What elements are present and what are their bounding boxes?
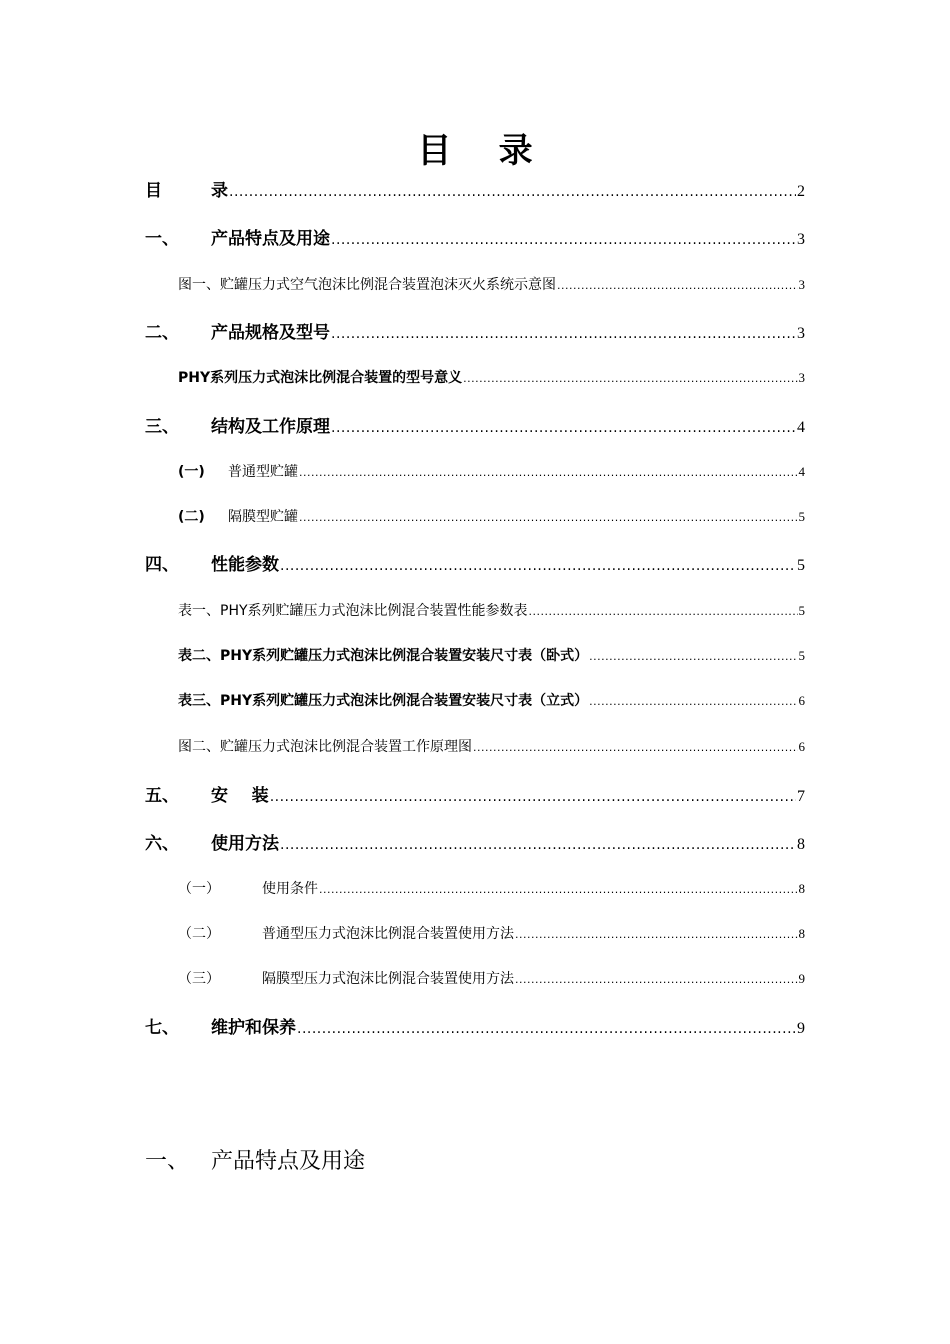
toc-leader-dots [529, 605, 798, 618]
toc-entry-page: 4 [798, 464, 805, 479]
toc-entry-text: 图二、贮罐压力式泡沫比例混合装置工作原理图 [178, 739, 472, 755]
toc-entry-page: 3 [798, 370, 805, 385]
toc-entry-section-2[interactable] [145, 318, 805, 343]
toc-leader-dots [463, 372, 797, 385]
toc-entry-page: 8 [798, 881, 805, 896]
section-title: 产品特点及用途 [211, 1149, 366, 1174]
toc-entry-page: 8 [797, 836, 805, 853]
toc-entry-figure-1[interactable] [178, 274, 805, 294]
toc-entry-page: 5 [798, 603, 805, 618]
toc-entry-section-6[interactable] [145, 829, 805, 854]
toc-leader-dots [299, 511, 798, 524]
toc-entry-text: 表三、PHY系列贮罐压力式泡沫比例混合装置安装尺寸表（立式） [178, 693, 589, 709]
toc-leader-dots [299, 466, 798, 479]
toc-entry-number: （一） [178, 881, 220, 897]
toc-leader-dots [319, 883, 798, 896]
toc-entry-text: 使用方法 [211, 834, 279, 854]
toc-entry-number: 六、 [145, 834, 179, 854]
toc-leader-dots [297, 1021, 796, 1037]
toc-leader-dots [557, 279, 798, 292]
toc-entry-6-2[interactable] [178, 923, 805, 943]
toc-entry-text: 隔膜型压力式泡沫比例混合装置使用方法 [262, 971, 514, 987]
toc-leader-dots [280, 558, 796, 574]
toc-entry-section-5[interactable] [145, 781, 805, 806]
toc-entry-text: 表一、PHY系列贮罐压力式泡沫比例混合装置性能参数表 [178, 603, 528, 619]
toc-entry-page: 4 [797, 419, 805, 436]
toc-entry-number: 目 [145, 181, 162, 201]
toc-leader-dots [515, 928, 798, 941]
toc-entry-section-1[interactable] [145, 224, 805, 249]
toc-leader-dots [589, 695, 797, 708]
toc-entry-number: （三） [178, 971, 220, 987]
toc-entry-text: PHY系列压力式泡沫比例混合装置的型号意义 [178, 370, 463, 386]
toc-entry-number: 一、 [145, 229, 179, 249]
toc-entry-page: 8 [798, 926, 805, 941]
toc-entry-page: 6 [798, 739, 805, 754]
toc-entry-toc[interactable] [145, 176, 805, 201]
toc-entry-page: 3 [797, 231, 805, 248]
toc-entry-6-3[interactable] [178, 968, 805, 988]
toc-entry-section-3[interactable] [145, 412, 805, 437]
toc-entry-number: 二、 [145, 323, 179, 343]
toc-entry-3-1[interactable] [178, 461, 805, 481]
toc-entry-number: （二） [178, 926, 220, 942]
toc-leader-dots [473, 741, 798, 754]
toc-entry-text: 图一、贮罐压力式空气泡沫比例混合装置泡沫灭火系统示意图 [178, 277, 556, 293]
toc-entry-number: 四、 [145, 555, 179, 575]
toc-entry-text: 安 装 [211, 786, 269, 806]
toc-leader-dots [280, 837, 796, 853]
toc-entry-page: 5 [798, 648, 805, 663]
toc-entry-table-3[interactable] [178, 690, 805, 710]
toc-entry-page: 7 [797, 788, 805, 805]
toc-entry-text: 隔膜型贮罐 [228, 509, 298, 525]
toc-entry-table-1[interactable] [178, 600, 805, 620]
section-number: 一、 [145, 1149, 190, 1174]
toc-entry-text: 普通型贮罐 [228, 464, 298, 480]
toc-entry-model-meaning[interactable] [178, 367, 805, 387]
toc-entry-text: 产品特点及用途 [211, 229, 330, 249]
toc-entry-section-7[interactable] [145, 1013, 805, 1038]
toc-entry-number: (二) [178, 509, 205, 525]
toc-leader-dots [589, 650, 797, 663]
toc-title: 目 录 [417, 131, 533, 171]
toc-entry-text: 结构及工作原理 [211, 417, 330, 437]
toc-entry-page: 5 [797, 557, 805, 574]
section-heading [145, 1144, 365, 1175]
toc-leader-dots [331, 420, 796, 436]
toc-entry-text: 表二、PHY系列贮罐压力式泡沫比例混合装置安装尺寸表（卧式） [178, 648, 589, 664]
toc-entry-page: 9 [798, 971, 805, 986]
toc-entry-page: 6 [798, 693, 805, 708]
toc-entry-figure-2[interactable] [178, 736, 805, 756]
toc-entry-page: 9 [797, 1020, 805, 1037]
toc-entry-number: (一) [178, 464, 205, 480]
toc-entry-page: 5 [798, 509, 805, 524]
toc-entry-3-2[interactable] [178, 506, 805, 526]
toc-entry-number: 三、 [145, 417, 179, 437]
toc-entry-6-1[interactable] [178, 878, 805, 898]
toc-entry-section-4[interactable] [145, 550, 805, 575]
toc-leader-dots [270, 789, 796, 805]
toc-entry-text: 产品规格及型号 [211, 323, 330, 343]
toc-entry-number: 七、 [145, 1018, 179, 1038]
toc-entry-text: 使用条件 [262, 881, 318, 897]
toc-entry-text: 录 [211, 181, 228, 201]
toc-entry-page: 3 [797, 325, 805, 342]
toc-entry-page: 3 [798, 277, 805, 292]
toc-leader-dots [229, 184, 796, 200]
toc-leader-dots [331, 232, 796, 248]
toc-leader-dots [515, 973, 798, 986]
toc-entry-text: 维护和保养 [211, 1018, 296, 1038]
toc-entry-number: 五、 [145, 786, 179, 806]
toc-leader-dots [331, 326, 796, 342]
toc-entry-text: 普通型压力式泡沫比例混合装置使用方法 [262, 926, 514, 942]
toc-entry-table-2[interactable] [178, 645, 805, 665]
toc-entry-text: 性能参数 [211, 555, 279, 575]
toc-entry-page: 2 [797, 183, 805, 200]
